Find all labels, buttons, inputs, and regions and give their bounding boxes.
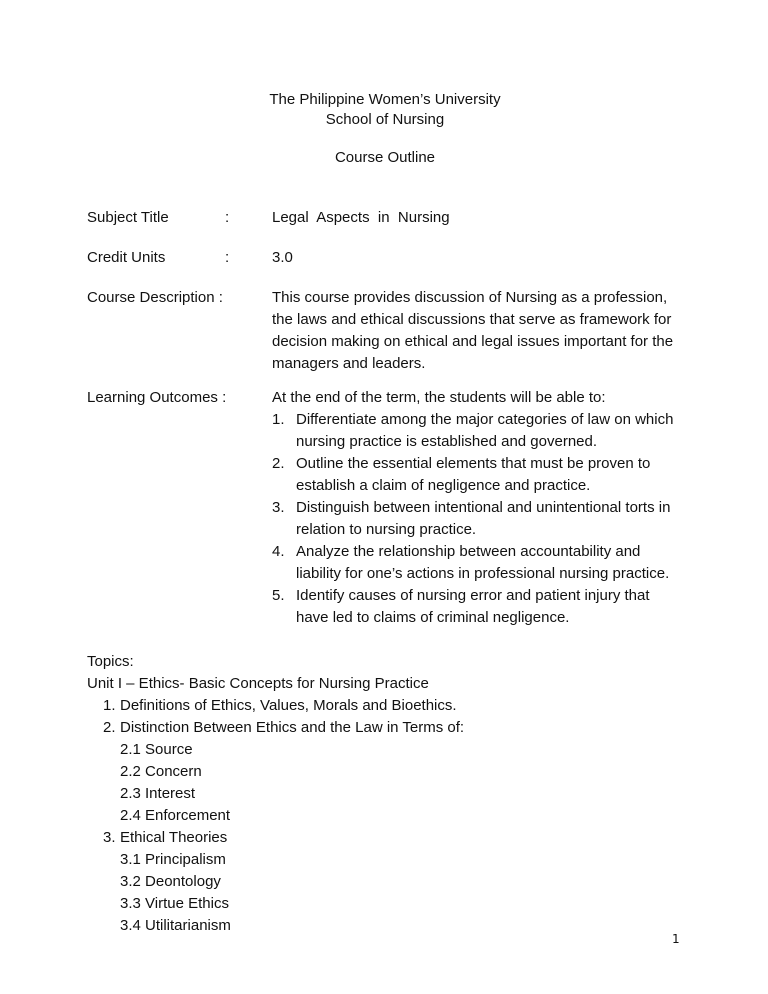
credit-units-value: 3.0 — [272, 249, 293, 266]
colon: : — [225, 249, 230, 266]
learning-outcomes-label: Learning Outcomes : — [87, 389, 227, 406]
subtopic: 2.3 Interest — [120, 785, 196, 802]
learning-outcomes — [272, 387, 682, 629]
subject-title-value: Legal Aspects in Nursing — [272, 209, 450, 226]
list-item: 1. Differentiate among the major categories of law on which nursing practice is established and governed. — [272, 411, 674, 450]
university-name: The Philippine Women’s University — [269, 91, 501, 108]
learning-outcomes-intro: At the end of the term, the students will be able to: — [272, 389, 606, 406]
course-description-label: Course Description : — [87, 289, 223, 306]
learning-outcomes-list — [272, 409, 682, 629]
school-name: School of Nursing — [325, 111, 445, 128]
list-item: 5. Identify causes of nursing error and patient injury that have led to claims of criminal negligence. — [272, 587, 650, 626]
page-number: 1 — [672, 932, 680, 946]
unit-heading: Unit I – Ethics- Basic Concepts for Nursing Practice — [87, 675, 429, 692]
topics-heading: Topics: — [87, 653, 134, 670]
list-item: 4. Analyze the relationship between accountability and liability for one’s actions in professional nursing practice. — [272, 543, 670, 582]
subtopic: 3.2 Deontology — [120, 873, 221, 890]
subject-title-label: Subject Title — [87, 209, 169, 226]
subtopic: 3.1 Principalism — [120, 851, 226, 868]
document-title: Course Outline — [334, 149, 436, 166]
course-description-value: This course provides discussion of Nursing as a profession, the laws and ethical discussions that serve as framework for decision making on ethical and legal issues important for the managers and leaders. — [272, 289, 674, 372]
subtopic: 2.1 Source — [120, 741, 193, 758]
topic-item: 3. Ethical Theories 3.1 Principalism 3.2 Deontology 3.3 Virtue Ethics 3.4 Utilitarianism — [87, 827, 464, 937]
credit-units-label: Credit Units — [87, 249, 166, 266]
subtopic: 3.3 Virtue Ethics — [120, 895, 229, 912]
list-item: 2. Outline the essential elements that must be proven to establish a claim of negligence and practice. — [272, 455, 651, 494]
topics-section — [87, 651, 464, 937]
subtopic: 2.4 Enforcement — [120, 807, 231, 824]
subtopic: 2.2 Concern — [120, 763, 202, 780]
topic-item: 2. Distinction Between Ethics and the Law in Terms of: 2.1 Source 2.2 Concern 2.3 Interest 2.4 Enforcement — [87, 717, 464, 827]
subtopic: 3.4 Utilitarianism — [120, 917, 231, 934]
list-item: 3. Distinguish between intentional and unintentional torts in relation to nursing practice. — [272, 499, 671, 538]
topic-item: 1. Definitions of Ethics, Values, Morals and Bioethics. — [103, 697, 457, 714]
colon: : — [225, 209, 230, 226]
